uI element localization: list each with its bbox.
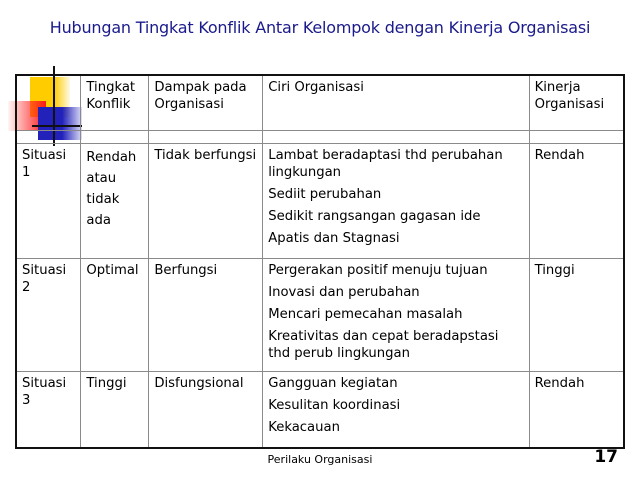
- cell-tingkat: Optimal: [81, 259, 149, 372]
- slide-title: Hubungan Tingkat Konflik Antar Kelompok dengan Kinerja Organisasi: [49, 18, 591, 37]
- header-tingkat-konflik: Tingkat Konflik: [81, 75, 149, 131]
- ciri-item: Lambat beradaptasi thd perubahan lingkungan: [268, 148, 503, 180]
- page-number: 17: [594, 447, 618, 467]
- ciri-item: Sediit perubahan: [268, 187, 382, 202]
- ciri-item: Pergerakan positif menuju tujuan: [268, 263, 488, 278]
- header-ciri: Ciri Organisasi: [263, 75, 529, 131]
- cell-situasi: Situasi 1: [16, 144, 81, 259]
- cell-situasi: Situasi 2: [16, 259, 81, 372]
- header-spacer-row: [16, 131, 624, 144]
- cell-kinerja: Tinggi: [529, 259, 624, 372]
- ciri-item: Mencari pemecahan masalah: [268, 307, 463, 322]
- header-kinerja: Kinerja Organisasi: [529, 75, 624, 131]
- cell-tingkat: Tinggi: [81, 372, 149, 449]
- cell-kinerja: Rendah: [529, 372, 624, 449]
- ciri-item: Inovasi dan perubahan: [268, 285, 420, 300]
- footer-text: Perilaku Organisasi: [267, 453, 373, 466]
- ciri-item: Kreativitas dan cepat beradapstasi thd perub lingkungan: [268, 329, 499, 361]
- ciri-item: Sedikit rangsangan gagasan ide: [268, 209, 481, 224]
- cell-dampak: Tidak berfungsi: [149, 144, 263, 259]
- cell-ciri: [263, 372, 529, 449]
- cell-kinerja: Rendah: [529, 144, 624, 259]
- cell-situasi: Situasi 3: [16, 372, 81, 449]
- table-row: [16, 144, 624, 259]
- ciri-item: Apatis dan Stagnasi: [268, 231, 400, 246]
- tingkat-text: Rendah atau tidak ada: [86, 150, 137, 228]
- cell-dampak: Berfungsi: [149, 259, 263, 372]
- header-cell-empty: [16, 75, 81, 131]
- table-row: [16, 259, 624, 372]
- cell-dampak: Disfungsional: [149, 372, 263, 449]
- header-dampak: Dampak pada Organisasi: [149, 75, 263, 131]
- table-row: [16, 372, 624, 449]
- cell-tingkat: [81, 144, 149, 259]
- table-header-row: [16, 75, 624, 131]
- cell-ciri: [263, 144, 529, 259]
- cell-ciri: [263, 259, 529, 372]
- ciri-item: Kekacauan: [268, 420, 340, 435]
- conflict-performance-table: [15, 74, 625, 449]
- ciri-item: Kesulitan koordinasi: [268, 398, 401, 413]
- ciri-item: Gangguan kegiatan: [268, 376, 398, 391]
